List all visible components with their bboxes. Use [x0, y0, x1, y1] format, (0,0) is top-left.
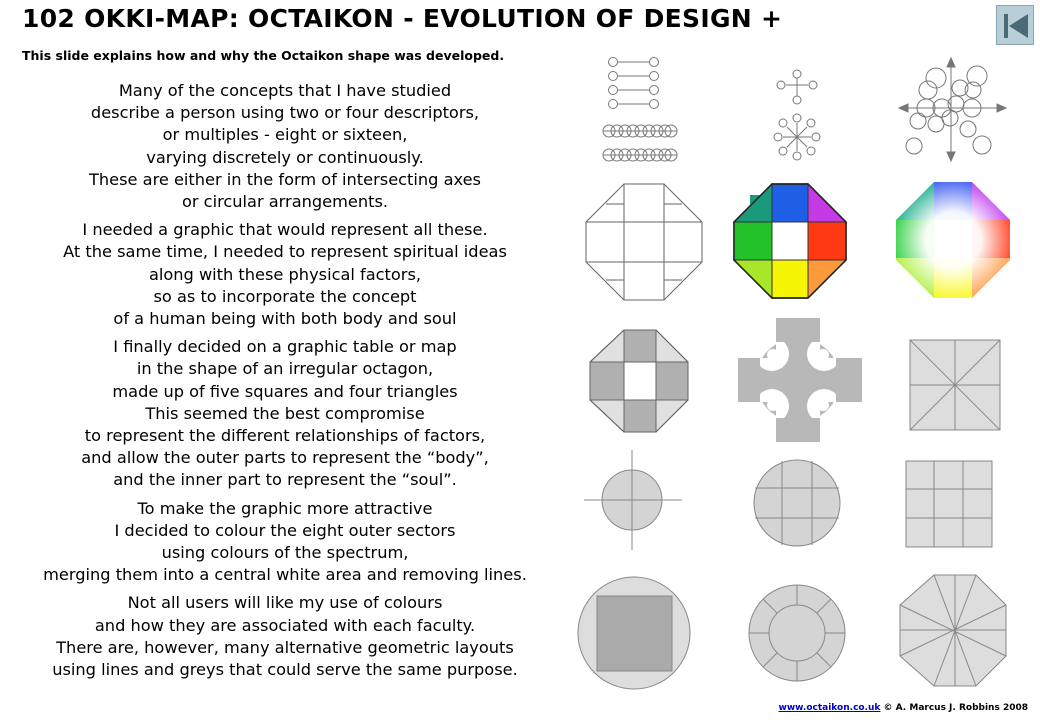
text-line: describe a person using two or four descriptors, [90, 103, 480, 123]
text-line: made up of five squares and four triangles [112, 381, 458, 401]
octagon-cell-s [772, 260, 808, 298]
text-line: or circular arrangements. [181, 192, 389, 212]
text-line: varying discretely or continuously. [146, 147, 424, 167]
descriptor-lines-figure [603, 58, 677, 162]
radial-octagon-figure [900, 575, 1006, 686]
descriptor-line-3 [609, 86, 659, 95]
website-link[interactable]: www.octaikon.co.uk [778, 703, 881, 713]
descriptor-line-2 [609, 72, 659, 81]
cross-and-star-figure [774, 70, 820, 160]
descriptor-line-4 [609, 100, 659, 109]
octagon-cell-n [772, 184, 808, 222]
copyright-text: © A. Marcus J. Robbins 2008 [880, 703, 1028, 713]
gradient-octagon-figure [891, 178, 1015, 302]
bead-row-2 [603, 149, 677, 161]
page-subtitle: This slide explains how and why the Octaikon shape was developed. [22, 48, 505, 63]
square-diagonals-figure [910, 340, 1000, 430]
text-line: so as to incorporate the concept [153, 286, 417, 306]
text-line: To make the graphic more attractive [137, 498, 433, 518]
segmented-ring-figure [749, 585, 845, 681]
text-line: and allow the outer parts to represent the “body”, [81, 448, 489, 468]
text-line: I needed a graphic that would represent all these. [82, 220, 488, 240]
axes-circles-figure [899, 58, 1006, 161]
text-line: I finally decided on a graphic table or map [113, 337, 457, 357]
grid-square-figure [906, 461, 992, 547]
circle-grid-figure [754, 460, 840, 546]
circle-square-figure [578, 577, 690, 689]
text-line: Not all users will like my use of colours [127, 593, 443, 613]
text-line: of a human being with both body and soul [113, 309, 457, 329]
text-line: using colours of the spectrum, [161, 543, 409, 563]
text-line: I decided to colour the eight outer sectors [114, 520, 456, 540]
page-title: 102 OKKI-MAP: OCTAIKON - EVOLUTION OF DESIGN + [22, 4, 783, 33]
text-line: Many of the concepts that I have studied [118, 81, 452, 100]
outlined-octagon-figure [586, 184, 702, 300]
bead-row-1 [603, 125, 677, 137]
text-line: along with these physical factors, [148, 264, 422, 284]
text-line: or multiples - eight or sixteen, [162, 125, 408, 145]
grey-octagon-figure [590, 330, 688, 432]
text-line: This seemed the best compromise [145, 403, 425, 423]
text-line: and the inner part to represent the “soul”. [113, 470, 457, 490]
text-line: in the shape of an irregular octagon, [136, 359, 434, 379]
text-line: At the same time, I needed to represent spiritual ideas [63, 242, 507, 262]
small-cross [777, 70, 817, 104]
text-line: to represent the different relationships of factors, [84, 426, 486, 446]
text-line: and how they are associated with each faculty. [94, 615, 476, 635]
small-star [774, 114, 820, 160]
text-line: using lines and greys that could serve the same purpose. [52, 660, 518, 680]
celtic-cross-figure [738, 318, 862, 442]
text-line: merging them into a central white area and removing lines. [43, 565, 527, 585]
circle-crosshair-figure [584, 450, 682, 550]
text-line: There are, however, many alternative geometric layouts [56, 637, 514, 657]
footer [779, 703, 1028, 713]
text-line: These are either in the form of intersecting axes [89, 169, 481, 189]
descriptor-line-1 [609, 58, 659, 67]
